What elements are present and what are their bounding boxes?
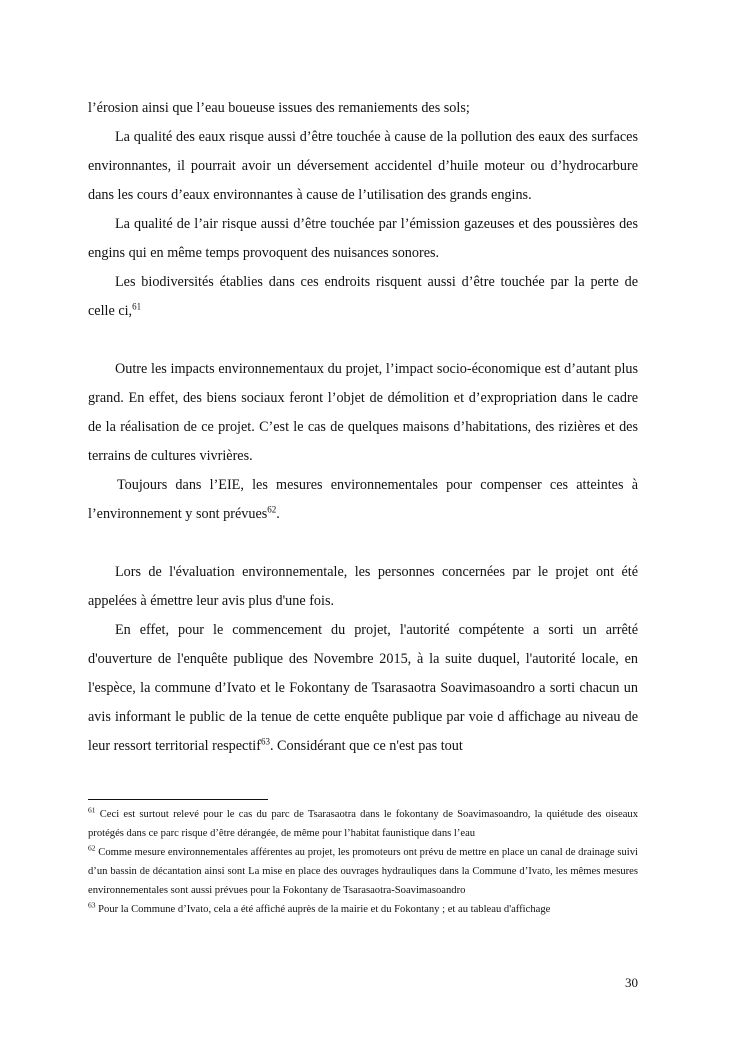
footnote-61: [88, 805, 638, 843]
footnote-text: Ceci est surtout relevé pour le cas du parc de Tsarasaotra dans le fokontany de Soavimasoandro, la quiétude des oiseaux protégés dans ce parc risque d’être dérangée, de même pour l’habitat faunistique dans l’eau: [88, 809, 638, 839]
footnote-62: [88, 843, 638, 900]
paragraph-evaluation: Lors de l'évaluation environnementale, les personnes concernées par le projet ont été appelées à émettre leur avis plus d'une fois.: [88, 564, 638, 609]
footnote-ref-63[interactable]: 63: [260, 736, 270, 747]
paragraph-erosion: l’érosion ainsi que l’eau boueuse issues des remaniements des sols;: [88, 100, 470, 116]
footnote-ref-62[interactable]: 62: [267, 504, 277, 515]
paragraph-public-inquiry: [88, 616, 638, 761]
paragraph-eie-measures: [88, 471, 638, 529]
footnote-text: Pour la Commune d’Ivato, cela a été affiché auprès de la mairie et du Fokontany ; et au tableau d'affichage: [95, 904, 551, 915]
document-body: [88, 94, 638, 761]
paragraph-gap: [88, 529, 638, 558]
paragraph-air-quality: La qualité de l’air risque aussi d’être touchée par l’émission gazeuses et des poussières des engins qui en même temps provoquent des nuisances sonores.: [88, 216, 638, 261]
footnote-text: Comme mesure environnementales afférentes au projet, les promoteurs ont prévu de mettre en place un canal de drainage suivi d’un bassin de décantation ainsi sont La mise en place des ouvrages hydrauliques dans la Commune d’Ivato, les mêmes mesures environnementales sont aussi prévues pour la Fokontany de Tsarasaotra-Soavimasoandro: [88, 847, 638, 896]
paragraph-water-quality: La qualité des eaux risque aussi d’être touchée à cause de la pollution des eaux des surfaces environnantes, il pourrait avoir un déversement accidentel d’huile moteur ou d’hydrocarbure dans les cours d’eaux environnantes à cause de l’utilisation des grands engins.: [88, 129, 638, 203]
footnote-ref-61[interactable]: 61: [132, 301, 142, 312]
paragraph-eie-measures-text: Toujours dans l’EIE, les mesures environnementales pour compenser ces atteintes à l’environnement y sont prévues: [88, 477, 638, 522]
footnote-63: [88, 900, 638, 919]
paragraph-public-inquiry-text: En effet, pour le commencement du projet, l'autorité compétente a sorti un arrêté d'ouverture de l'enquête publique des Novembre 2015, à la suite duquel, l'autorité locale, en l'espèce, la commune d’Ivato et le Fokontany de Tsarasaotra Soavimasoandro a sorti chacun un avis informant le public de la tenue de cette enquête publique par voie d affichage au niveau de leur ressort territorial respectif: [88, 622, 638, 754]
footnotes: [88, 805, 638, 919]
page-number: 30: [625, 975, 638, 990]
footnote-separator: [88, 799, 268, 800]
footnote-number: 63: [88, 900, 96, 910]
paragraph-socio-economic: Outre les impacts environnementaux du projet, l’impact socio-économique est d’autant plus grand. En effet, des biens sociaux feront l’objet de démolition et d’expropriation dans le cadre de la réalisation de ce projet. C’est le cas de quelques maisons d’habitations, des rizières et des terrains de cultures vivrières.: [88, 361, 638, 464]
footnote-number: 62: [88, 843, 96, 853]
paragraph-biodiversity-text: Les biodiversités établies dans ces endroits risquent aussi d’être touchée par la perte de celle ci,: [88, 274, 638, 319]
footnote-number: 61: [88, 805, 96, 815]
paragraph-gap: [88, 326, 638, 355]
paragraph-public-inquiry-end: . Considérant que ce n'est pas tout: [269, 738, 463, 754]
paragraph-eie-measures-end: .: [276, 506, 280, 522]
paragraph-biodiversity: [88, 268, 638, 326]
